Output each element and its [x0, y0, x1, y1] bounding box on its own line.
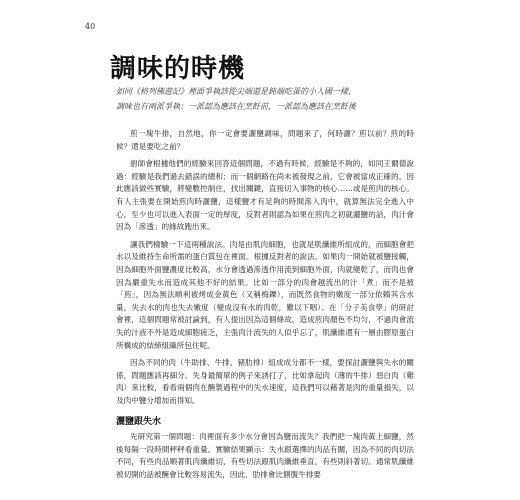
paragraph: 讓我們檢驗一下這兩種說法。肉是由肌肉細胞，也就是肌纖維所組成的，而細胞會把水以及維持生命所需的蛋白質包在裡面。根據反對者的說法，如果肉一開始就被鹽接觸，因為細胞外面鹽濃度比較高，水分會透過滲透作用流到細胞外面，肉就變乾了，而肉也會因為嚴重失水而造成其他不好的結果。比如一部分的肉會越流出的汁「煮」而不是被「煎」，因為無法順利被烤成金黃色（又稱梅鑠），而既然食物的嫩度一部分依賴其含水量，失去水的肉也失去嫩度（變成沒有水的肉乾，難以下咽）。在「分子美食學」的研討會裡，這個問題常被討論到，有人提出因為這個條故，造成煎肉顏色不均匀，不過肉會流失的汁液不外是造成細胞疲乏，主張肉汁流失的人似乎忘了，肌纖維還有一層由膠原蛋白所構成的結締組織所包住呢。: [116, 239, 414, 350]
paragraph: 先研究第一個問題：肉裡面有多少水分會因為鹽而流失？我們把一塊肉黃上細鹽，然後每隔一段時間秤秤看重量。實驗結果顯示：失水跟選擇的肉品有關，因為不同的肉切法不同，有些肉品順著肌肉纖維切，有些切法跟肌肉纖維垂直，有些則斜著切。通常肌纖維被切開的話被醃會比較容易流失，因此，肋排會比側腹牛排要: [116, 432, 414, 479]
epigraph: [116, 84, 446, 114]
epigraph-line: 調味也有兩派爭執：一派認為應該在烹飪前，一派認為應該在烹飪後: [116, 102, 356, 111]
page-number: 40: [85, 22, 96, 31]
body-text: [116, 128, 414, 481]
epigraph-line: 如同《格列佛遊記》裡面爭執該從尖端還是鈍端吃蛋的小人國一樣，: [116, 87, 356, 96]
paragraph: 煎一塊牛排，自然地，你一定會要灑鹽調味，問題來了，何時灑？煎以前？煎的時候？還是要吃之前？: [116, 129, 414, 151]
chapter-title: 調味的時機: [110, 54, 246, 84]
paragraph: 因為不同的肉（牛助排、牛排、豬肋排）組成成分都不一樣，要探討灑鹽與失水的關係，問題應該再細分。失身最簡單的例子來誘打了，比如拿起肉（薄的牛排）惡白肉（雞肉）來比較，看看兩個肉在醃製過程中的失水速度，這我們可以藉著是肉的重量損失，以及肉中鹽分增加而得知。: [116, 358, 414, 405]
section-heading: 灑鹽跟失水: [116, 417, 162, 428]
paragraph: 廚師會根據他們的經驗來回答這個問題，不過有時候，經驗是不夠的，如同王爾德說過：經驗是我們過去錯誤的總和；而一個網路在尚未被發現之前，它會被當成正確的。因此應該做些實驗，將變數控制住，找出關鍵，直接切入事物的核心……或是煎肉的核心。有人主張要在開始煎肉時灑鹽，這樣鹽才有足夠的時間滲入肉中，就算無法完全進入中心，至少也可以進入表面一定的厚度，反對者則認為如果在煎肉之初就灑鹽的話，肉汁會因為「滲透」的緣故跑出來。: [116, 159, 414, 232]
